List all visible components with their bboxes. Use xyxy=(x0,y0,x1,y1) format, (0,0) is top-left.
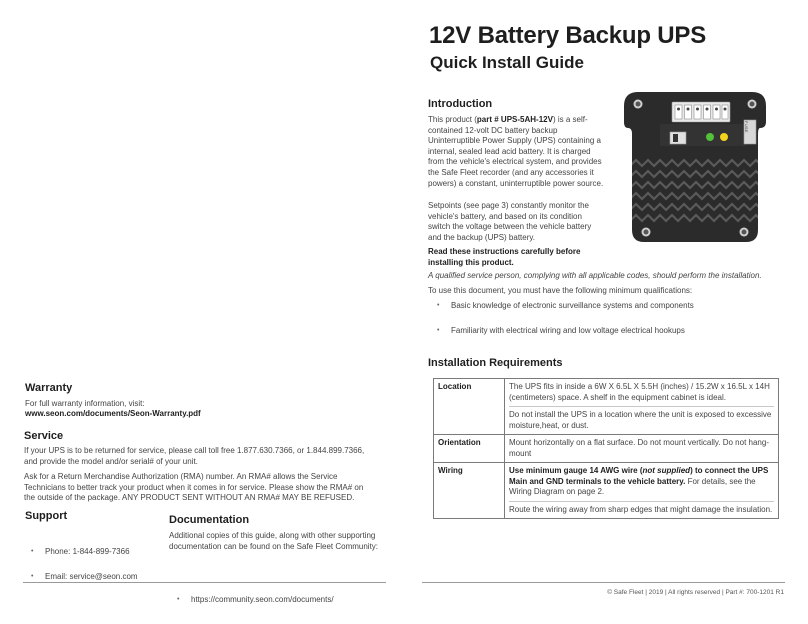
table-row xyxy=(434,379,779,435)
orientation-label: Orientation xyxy=(434,435,505,463)
warranty-heading: Warranty xyxy=(25,382,73,394)
support-email[interactable]: • Email: service@seon.com xyxy=(27,572,167,582)
intro-paragraph-5: To use this document, you must have the following minimum qualifications: xyxy=(428,286,693,295)
wiring-text-2: Route the wiring away from sharp edges that might damage the insulation. xyxy=(509,501,774,516)
install-requirements-table xyxy=(433,378,779,519)
service-paragraph-1: If your UPS is to be returned for service, please call toll free 1.877.630.7366, or 1.844.899.7366, and provide the model and/or serial# of your unit. xyxy=(24,446,365,466)
documentation-text: Additional copies of this guide, along with other supporting documentation can be found on the Safe Fleet Community: xyxy=(169,531,379,551)
support-phone: • Phone: 1-844-899-7366 xyxy=(27,547,167,557)
table-row xyxy=(434,435,779,463)
ups-device-illustration xyxy=(620,88,770,248)
service-heading: Service xyxy=(24,430,64,442)
right-footer-divider xyxy=(422,582,785,583)
footer-copyright: © Safe Fleet | 2019 | All rights reserved | Part #: 700-1201 R1 xyxy=(607,589,784,596)
left-footer-divider xyxy=(23,582,386,583)
documentation-heading: Documentation xyxy=(169,514,250,526)
location-cell xyxy=(505,379,779,435)
intro-paragraph-3: Read these instructions carefully before installing this product. xyxy=(428,247,581,267)
location-text-2: Do not install the UPS in a location where the unit is exposed to excessive moisture,heat, or dust. xyxy=(509,406,774,431)
location-label: Location xyxy=(434,379,505,435)
intro-paragraph-4: A qualified service person, complying with all applicable codes, should perform the installation. xyxy=(428,271,762,280)
warranty-text: For full warranty information, visit: xyxy=(25,399,145,408)
page-subtitle: Quick Install Guide xyxy=(430,53,584,72)
orientation-text: Mount horizontally on a flat surface. Do not mount vertically. Do not hang-mount xyxy=(509,438,769,458)
wiring-label: Wiring xyxy=(434,463,505,519)
support-heading: Support xyxy=(25,510,68,522)
install-heading: Installation Requirements xyxy=(428,357,563,369)
service-paragraph-2: Ask for a Return Merchandise Authorization (RMA) number. An RMA# allows the Service Technicians to better track your product when it comes in for service. Please show the RMA# on the outside of the package. ANY PRODUCT SENT WITHOUT AN RMA# MAY BE REFUSED. xyxy=(24,472,364,503)
warranty-url-link[interactable]: www.seon.com/documents/Seon-Warranty.pdf xyxy=(25,409,201,418)
orientation-cell xyxy=(505,435,779,463)
intro-paragraph-1: This product (part # UPS-5AH-12V) is a self-contained 12-volt DC battery backup Uninterruptible Power Supply (UPS) containing a internal, sealed lead acid battery. It is charged from the vehicle's electrical system, and provides the Safe Fleet recorder (and any accessories it powers) a constant, uninterruptible power source. xyxy=(428,115,604,188)
location-text-1: The UPS fits in inside a 6W X 6.5L X 5.5H (inches) / 15.2W x 16.5L x 14H (centimeters) space. A shelf in the equipment cabinet is ideal. xyxy=(509,382,770,402)
documentation-link[interactable]: • https://community.seon.com/documents/ xyxy=(173,595,383,605)
intro-heading: Introduction xyxy=(428,98,493,110)
intro-bullet-2: • Familiarity with electrical wiring and low voltage electrical hookups xyxy=(433,326,773,336)
intro-bullet-1: • Basic knowledge of electronic surveillance systems and components xyxy=(433,301,773,311)
table-row xyxy=(434,463,779,519)
fuse-label: FUSE xyxy=(744,121,749,133)
intro-paragraph-2: Setpoints (see page 3) constantly monitor the vehicle's battery, and based on its condition switch the voltage between the vehicle battery and the backup (UPS) battery. xyxy=(428,201,592,242)
page-title: 12V Battery Backup UPS xyxy=(429,22,707,49)
wiring-text-1: Use minimum gauge 14 AWG wire (not supplied) to connect the UPS Main and GND terminals to the vehicle battery. For details, see the Wiring Diagram on page 2. xyxy=(509,466,769,496)
wiring-cell xyxy=(505,463,779,519)
